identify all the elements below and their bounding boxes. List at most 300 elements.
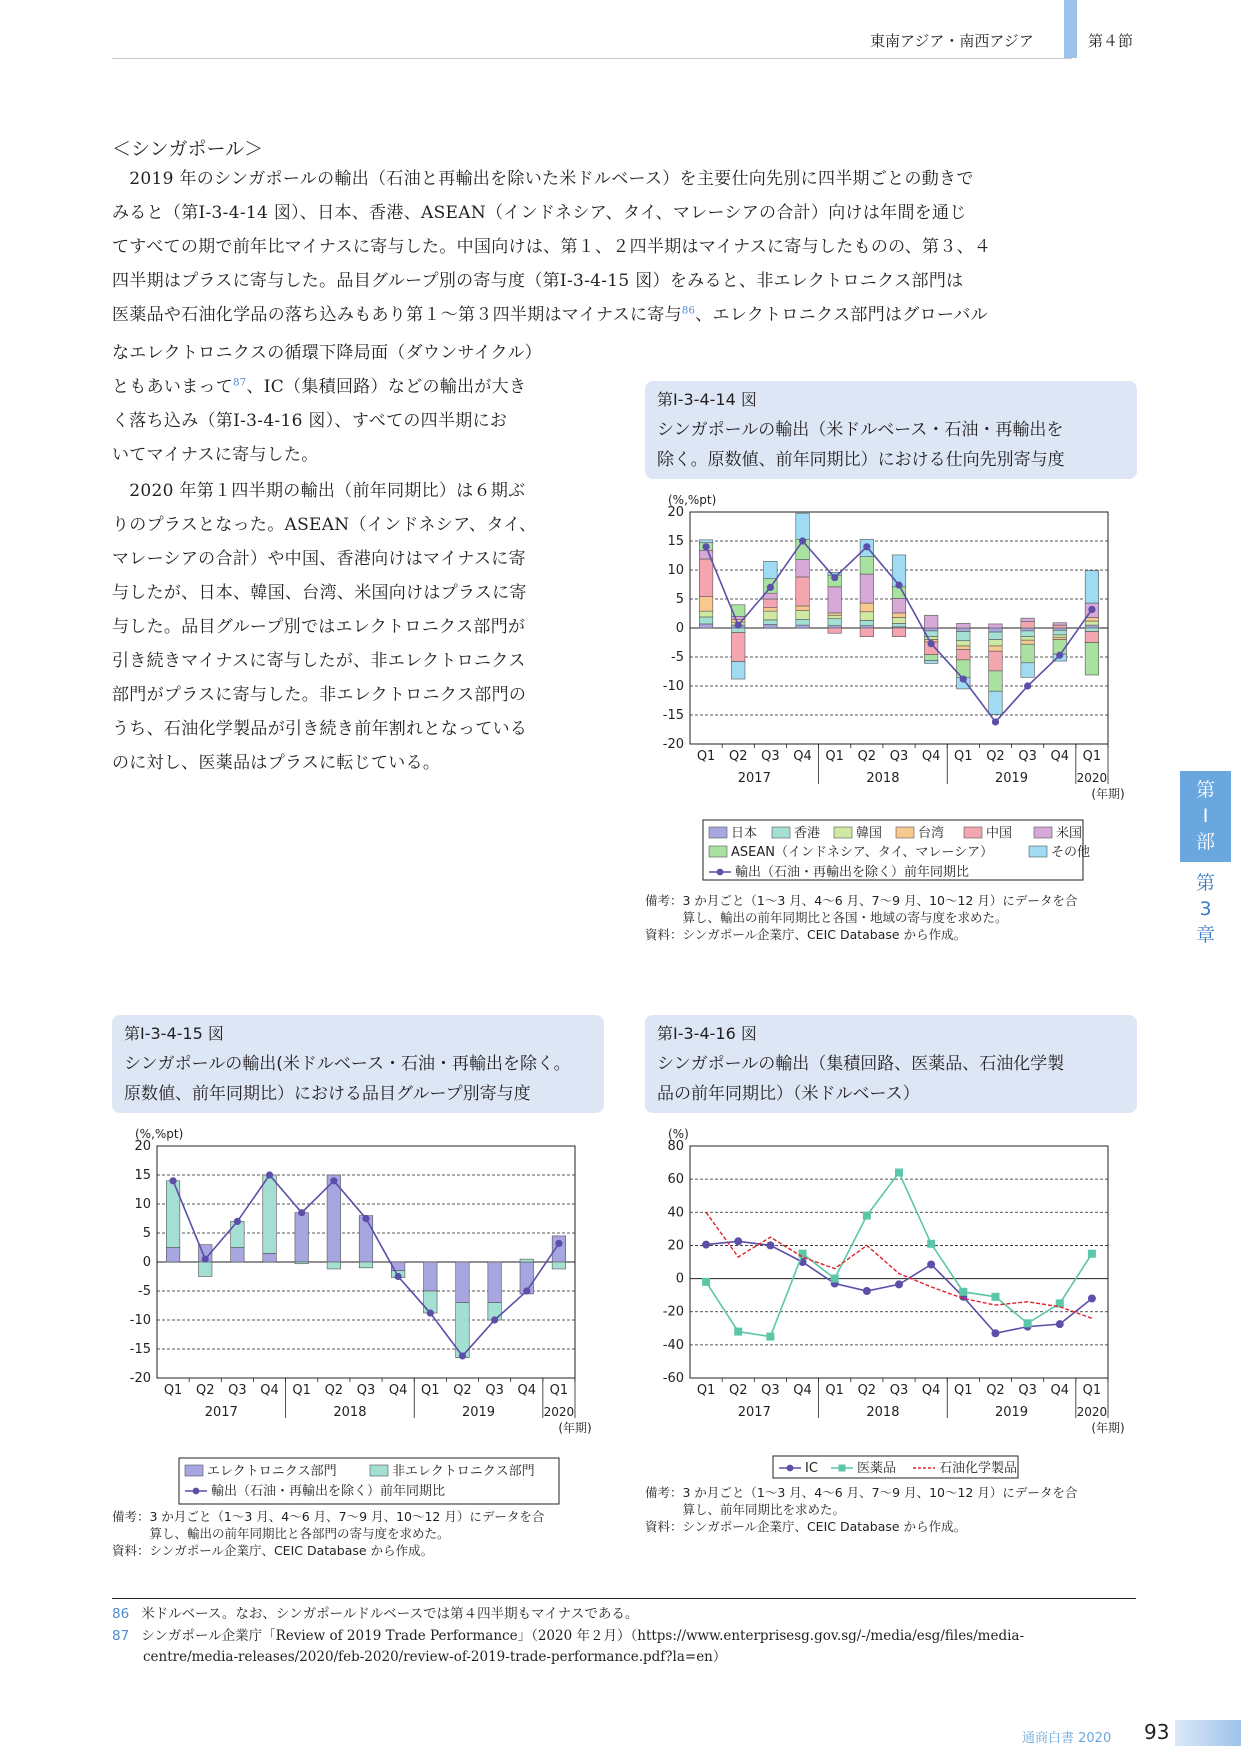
bar-segment bbox=[796, 560, 810, 577]
bar-segment bbox=[828, 615, 842, 618]
line-point bbox=[927, 1240, 935, 1248]
footnote-87 bbox=[112, 1626, 1024, 1647]
bar-segment bbox=[892, 598, 906, 613]
x-tick-label: Q1 bbox=[163, 1383, 183, 1398]
x-tick-label: Q1 bbox=[1082, 1383, 1102, 1398]
line-point bbox=[491, 1316, 498, 1323]
text-line: マレーシアの合計）や中国、香港向けはマイナスに寄 bbox=[112, 549, 526, 569]
y-tick-label: 5 bbox=[142, 1226, 151, 1241]
bar-segment bbox=[892, 623, 906, 626]
x-tick-label: Q3 bbox=[1018, 749, 1037, 764]
x-tick-label: Q4 bbox=[793, 749, 812, 764]
line-point bbox=[895, 581, 902, 588]
text-fragment: 医薬品や石油化学品の落ち込みもあり第１～第３四半期はマイナスに寄与 bbox=[112, 305, 682, 325]
bar-segment bbox=[989, 646, 1003, 651]
bar-segment bbox=[424, 1262, 438, 1291]
footnote-text: centre/media-releases/2020/feb-2020/review-of-2019-trade-performance.pdf?la=en） bbox=[143, 1649, 727, 1665]
bar-segment bbox=[957, 649, 971, 659]
bar-segment bbox=[263, 1253, 277, 1262]
x-tick-label: Q3 bbox=[228, 1383, 247, 1398]
bar-segment bbox=[989, 628, 1003, 632]
line-point bbox=[702, 543, 709, 550]
chapter-tab-char: 3 bbox=[1199, 898, 1212, 920]
part-tab[interactable] bbox=[1180, 771, 1231, 862]
bar-segment bbox=[957, 641, 971, 646]
figure-number: 第Ⅰ-3-4-15 図 bbox=[124, 1024, 224, 1043]
legend-label: エレクトロニクス部門 bbox=[207, 1464, 337, 1479]
bar-segment bbox=[1085, 618, 1099, 621]
bar-segment bbox=[764, 608, 778, 611]
y-axis-unit: (%) bbox=[668, 1127, 689, 1141]
line-point bbox=[735, 622, 742, 629]
text-line: 与した。品目グループ別ではエレクトロニクス部門が bbox=[112, 617, 526, 637]
part-tab-char: 部 bbox=[1195, 831, 1215, 853]
bar-segment bbox=[860, 612, 874, 621]
bar-segment bbox=[1053, 635, 1067, 637]
bar-segment bbox=[699, 617, 713, 624]
bar-segment bbox=[1085, 643, 1099, 675]
legend-swatch bbox=[185, 1465, 203, 1476]
bar-segment bbox=[1021, 644, 1035, 663]
bar-segment bbox=[1053, 630, 1067, 635]
bar-segment bbox=[828, 587, 842, 613]
y-tick-label: 15 bbox=[134, 1168, 151, 1183]
bar-segment bbox=[796, 625, 810, 628]
line-point bbox=[702, 1278, 710, 1286]
bar-segment bbox=[924, 655, 938, 661]
line-point bbox=[427, 1309, 434, 1316]
bar-segment bbox=[892, 628, 906, 637]
year-label: 2017 bbox=[204, 1405, 238, 1420]
note-line: 資料：シンガポール企業庁、CEIC Database から作成。 bbox=[112, 1543, 434, 1558]
text-line: なエレクトロニクスの循環下降局面（ダウンサイクル） bbox=[112, 343, 542, 363]
bar-segment bbox=[828, 619, 842, 626]
text-line: く落ち込み（第Ⅰ-3-4-16 図）、すべての四半期にお bbox=[112, 411, 508, 431]
y-tick-label: 0 bbox=[142, 1255, 151, 1270]
text-line: みると（第Ⅰ-3-4-14 図）、日本、香港、ASEAN（インドネシア、タイ、マレーシアの合計）向けは年間を通じ bbox=[112, 203, 967, 223]
text-line: 2020 年第１四半期の輸出（前年同期比）は６期ぶ bbox=[112, 481, 526, 501]
line-point bbox=[734, 1237, 742, 1245]
x-tick-label: Q4 bbox=[921, 1383, 941, 1398]
x-axis-unit: (年期) bbox=[1091, 1421, 1125, 1435]
x-tick-label: Q1 bbox=[696, 1383, 716, 1398]
bar-segment bbox=[263, 1175, 277, 1253]
footnote-rule bbox=[112, 1598, 1136, 1599]
footnote-ref-87[interactable]: 87 bbox=[233, 377, 247, 389]
bar-segment bbox=[860, 626, 874, 628]
year-label: 2017 bbox=[737, 771, 771, 786]
text-line: いてマイナスに寄与した。 bbox=[112, 445, 319, 465]
x-axis-unit: (年期) bbox=[1091, 787, 1125, 801]
legend-label: その他 bbox=[1051, 845, 1091, 860]
page-number: 93 bbox=[1144, 1720, 1170, 1744]
note-line: 備考：3 か月ごと（1～3 月、4～6 月、7～9 月、10～12 月）にデータを合 bbox=[645, 893, 1078, 908]
bar-segment bbox=[796, 611, 810, 620]
legend-swatch bbox=[964, 827, 982, 838]
year-label: 2018 bbox=[866, 771, 900, 786]
bar-segment bbox=[1053, 625, 1067, 628]
bar-segment bbox=[764, 561, 778, 578]
legend-marker bbox=[717, 869, 724, 876]
line-point bbox=[831, 574, 838, 581]
bar-segment bbox=[731, 662, 745, 679]
y-tick-label: 10 bbox=[134, 1197, 151, 1212]
x-tick-label: Q2 bbox=[857, 749, 877, 764]
header-accent-bar bbox=[1064, 0, 1077, 58]
paragraph-1-continued bbox=[112, 336, 608, 472]
y-tick-label: -20 bbox=[662, 1304, 684, 1320]
legend-swatch bbox=[834, 827, 852, 838]
x-tick-label: Q2 bbox=[986, 749, 1005, 764]
text-fragment: 、IC（集積回路）などの輸出が大き bbox=[246, 377, 527, 397]
figure-14-header bbox=[645, 381, 1137, 479]
bar-segment bbox=[327, 1262, 341, 1269]
footer-accent-bar bbox=[1175, 1720, 1241, 1746]
paragraph-2 bbox=[112, 474, 608, 780]
year-label: 2019 bbox=[994, 1405, 1029, 1420]
bar-segment bbox=[764, 625, 778, 628]
year-label: 2018 bbox=[866, 1405, 900, 1420]
legend-label: 中国 bbox=[986, 826, 1013, 841]
x-tick-label: Q1 bbox=[696, 749, 716, 764]
text-line: 部門がプラスに寄与した。非エレクトロニクス部門の bbox=[112, 685, 527, 705]
bar-segment bbox=[764, 611, 778, 620]
note-line: 備考：3 か月ごと（1～3 月、4～6 月、7～9 月、10～12 月）にデータを合 bbox=[112, 1509, 545, 1524]
legend-label: 香港 bbox=[794, 826, 821, 841]
x-tick-label: Q2 bbox=[728, 749, 748, 764]
legend-label: 医薬品 bbox=[857, 1461, 897, 1476]
bar-segment bbox=[989, 624, 1003, 628]
y-tick-label: 20 bbox=[667, 1238, 684, 1254]
bar-segment bbox=[924, 660, 938, 663]
x-tick-label: Q4 bbox=[388, 1383, 408, 1398]
footnote-number: 86 bbox=[112, 1606, 130, 1622]
plot-frame bbox=[690, 1146, 1108, 1378]
figure-16-notes bbox=[645, 1484, 1077, 1535]
bar-segment bbox=[699, 559, 713, 597]
bar-segment bbox=[1085, 631, 1099, 642]
x-tick-label: Q3 bbox=[761, 1383, 780, 1398]
bar-segment bbox=[989, 632, 1003, 640]
chapter-tab[interactable] bbox=[1180, 870, 1231, 948]
note-line: 算し、前年同期比を求めた。 bbox=[645, 1502, 846, 1517]
bar-segment bbox=[1021, 628, 1035, 631]
bar-segment bbox=[764, 599, 778, 608]
x-tick-label: Q2 bbox=[195, 1383, 215, 1398]
x-tick-label: Q1 bbox=[1082, 749, 1102, 764]
legend-label: 非エレクトロニクス部門 bbox=[392, 1464, 535, 1479]
x-tick-label: Q1 bbox=[954, 1383, 973, 1398]
legend-label: 米国 bbox=[1056, 826, 1083, 841]
header-region: 東南アジア・南西アジア bbox=[870, 32, 1034, 50]
legend-label: IC bbox=[805, 1461, 818, 1476]
bar-segment bbox=[1085, 625, 1099, 628]
text-fragment: 、エレクトロニクス部門はグローバル bbox=[695, 305, 988, 325]
year-label: 2018 bbox=[333, 1405, 367, 1420]
text-line: のに対し、医薬品はプラスに転じている。 bbox=[112, 753, 441, 773]
bar-segment bbox=[231, 1221, 245, 1247]
figure-16-chart bbox=[645, 1116, 1137, 1486]
y-tick-label: 60 bbox=[667, 1172, 684, 1188]
bar-segment bbox=[456, 1262, 470, 1303]
bar-segment bbox=[1021, 663, 1035, 678]
line-point bbox=[1056, 652, 1063, 659]
figure-15-notes bbox=[112, 1508, 544, 1559]
bar-segment bbox=[796, 606, 810, 611]
bar-segment bbox=[989, 671, 1003, 691]
line-point bbox=[330, 1177, 337, 1184]
y-axis-unit: (%,%pt) bbox=[135, 1127, 184, 1141]
year-label: 2019 bbox=[994, 771, 1029, 786]
bar-segment bbox=[957, 631, 971, 640]
footnote-ref-86[interactable]: 86 bbox=[681, 305, 696, 317]
figure-number: 第Ⅰ-3-4-14 図 bbox=[657, 390, 757, 409]
paragraph-1 bbox=[112, 162, 1142, 332]
line-point bbox=[1088, 1250, 1096, 1258]
bar-segment bbox=[1053, 637, 1067, 639]
y-tick-label: 0 bbox=[675, 621, 684, 636]
x-tick-label: Q3 bbox=[1018, 1383, 1037, 1398]
legend-swatch bbox=[370, 1465, 388, 1476]
figure-14-chart bbox=[645, 482, 1137, 882]
line-point bbox=[992, 718, 999, 725]
bar-segment bbox=[166, 1248, 180, 1263]
bar-segment bbox=[796, 513, 810, 539]
bar-segment bbox=[1021, 640, 1035, 644]
text-line: 与したが、日本、韓国、台湾、米国向けはプラスに寄 bbox=[112, 583, 527, 603]
line-point bbox=[928, 640, 935, 647]
y-tick-label: 20 bbox=[667, 505, 684, 520]
x-tick-label: Q4 bbox=[1050, 749, 1070, 764]
figure-number: 第Ⅰ-3-4-16 図 bbox=[657, 1024, 757, 1043]
bar-segment bbox=[796, 577, 810, 606]
bar-segment bbox=[1021, 622, 1035, 628]
line-point bbox=[734, 1328, 742, 1336]
figure-title-line: シンガポールの輸出（米ドルベース・石油・再輸出を bbox=[657, 420, 1064, 440]
line-point bbox=[169, 1177, 176, 1184]
x-tick-label: Q1 bbox=[954, 749, 973, 764]
bar-segment bbox=[796, 619, 810, 625]
footer-brand: 通商白書 2020 bbox=[1022, 1731, 1112, 1746]
bar-segment bbox=[731, 633, 745, 662]
bar-segment bbox=[860, 603, 874, 612]
bar-segment bbox=[359, 1216, 373, 1262]
legend-label: ASEAN（インドネシア、タイ、マレーシア） bbox=[731, 845, 994, 860]
part-tab-char: Ⅰ bbox=[1202, 805, 1209, 827]
legend-swatch bbox=[1034, 827, 1052, 838]
legend-swatch bbox=[1029, 846, 1047, 857]
bar-segment bbox=[828, 626, 842, 628]
legend-swatch bbox=[709, 846, 727, 857]
legend-swatch bbox=[896, 827, 914, 838]
line-point bbox=[895, 1169, 903, 1177]
bar-segment bbox=[989, 691, 1003, 714]
note-line: 算し、輸出の前年同期比と各国・地域の寄与度を求めた。 bbox=[645, 910, 1008, 925]
bar-segment bbox=[552, 1262, 566, 1269]
footnote-text: 米ドルベース。なお、シンガポールドルベースでは第４四半期もマイナスである。 bbox=[141, 1606, 639, 1622]
line-point bbox=[1024, 682, 1031, 689]
line-point bbox=[395, 1273, 402, 1280]
x-tick-label: Q2 bbox=[453, 1383, 472, 1398]
line-point bbox=[298, 1209, 305, 1216]
bar-segment bbox=[699, 611, 713, 617]
y-tick-label: -20 bbox=[129, 1371, 151, 1386]
year-label: 2020 bbox=[1076, 1405, 1108, 1419]
y-tick-label: -5 bbox=[671, 650, 684, 665]
line-point bbox=[1088, 606, 1095, 613]
bar-segment bbox=[924, 615, 938, 628]
x-tick-label: Q1 bbox=[825, 749, 844, 764]
x-tick-label: Q3 bbox=[889, 749, 909, 764]
y-tick-label: -40 bbox=[662, 1337, 684, 1353]
year-label: 2017 bbox=[737, 1405, 771, 1420]
bar-segment bbox=[295, 1213, 309, 1262]
x-tick-label: Q3 bbox=[485, 1383, 504, 1398]
x-tick-label: Q3 bbox=[761, 749, 780, 764]
figure-title-line: 原数値、前年同期比）における品目グループ別寄与度 bbox=[124, 1084, 531, 1104]
footnote-number: 87 bbox=[112, 1628, 130, 1644]
bar-segment bbox=[295, 1262, 309, 1264]
bar-segment bbox=[957, 623, 971, 628]
series-line bbox=[706, 1173, 1092, 1337]
line-point bbox=[799, 1250, 807, 1258]
line-point bbox=[831, 1275, 839, 1283]
footnote-87-cont bbox=[143, 1647, 726, 1668]
legend-label: 韓国 bbox=[856, 826, 883, 841]
figure-16-header bbox=[645, 1015, 1137, 1113]
legend-swatch bbox=[709, 827, 727, 838]
bar-segment bbox=[520, 1259, 534, 1262]
legend-label: 輸出（石油・再輸出を除く）前年同期比 bbox=[735, 865, 970, 880]
footnote-86 bbox=[112, 1604, 638, 1625]
header-rule bbox=[112, 58, 1072, 59]
line-point bbox=[959, 1288, 967, 1296]
line-point bbox=[523, 1287, 530, 1294]
line-point bbox=[767, 584, 774, 591]
bar-segment bbox=[1053, 623, 1067, 625]
legend-marker bbox=[787, 1465, 794, 1472]
y-tick-label: -15 bbox=[662, 708, 684, 723]
y-tick-label: -10 bbox=[129, 1313, 151, 1328]
bar-segment bbox=[892, 618, 906, 624]
bar-segment bbox=[699, 624, 713, 628]
footnote-text: シンガポール企業庁「Review of 2019 Trade Performance」（2020 年２月）（https://www.enterprisesg.gov.sg/-/media/esg/files/media- bbox=[141, 1628, 1025, 1644]
text-line: てすべての期で前年比マイナスに寄与した。中国向けは、第１、２四半期はマイナスに寄与したものの、第３、４ bbox=[112, 237, 992, 257]
bar-segment bbox=[1085, 628, 1099, 631]
x-tick-label: Q2 bbox=[728, 1383, 748, 1398]
bar-segment bbox=[488, 1262, 502, 1303]
figure-14-notes bbox=[645, 892, 1077, 943]
line-point bbox=[266, 1171, 273, 1178]
y-tick-label: 15 bbox=[667, 534, 684, 549]
line-point bbox=[991, 1293, 999, 1301]
bar-segment bbox=[860, 620, 874, 625]
year-label: 2019 bbox=[461, 1405, 496, 1420]
legend-swatch bbox=[772, 827, 790, 838]
text-line: りのプラスとなった。ASEAN（インドネシア、タイ、 bbox=[112, 515, 537, 535]
legend-label: 石油化学製品 bbox=[939, 1461, 1018, 1476]
y-tick-label: -20 bbox=[662, 737, 684, 752]
bar-segment bbox=[327, 1175, 341, 1262]
x-tick-label: Q4 bbox=[793, 1383, 812, 1398]
line-point bbox=[863, 1212, 871, 1220]
x-tick-label: Q1 bbox=[292, 1383, 311, 1398]
bar-segment bbox=[860, 574, 874, 603]
bar-segment bbox=[198, 1262, 212, 1277]
y-tick-label: 80 bbox=[667, 1139, 684, 1154]
x-tick-label: Q4 bbox=[1050, 1383, 1070, 1398]
legend-label: 日本 bbox=[731, 826, 758, 841]
bar-segment bbox=[1021, 618, 1035, 621]
figure-title-line: 品の前年同期比）（米ドルベース） bbox=[657, 1084, 920, 1104]
text-line: 引き続きマイナスに寄与したが、非エレクトロニクス bbox=[112, 651, 526, 671]
legend-label: 輸出（石油・再輸出を除く）前年同期比 bbox=[211, 1484, 446, 1499]
bar-segment bbox=[957, 628, 971, 631]
line-point bbox=[766, 1333, 774, 1341]
figure-title-line: シンガポールの輸出(米ドルベース・石油・再輸出を除く。 bbox=[124, 1054, 571, 1074]
figure-15-chart bbox=[112, 1116, 604, 1508]
note-line: 算し、輸出の前年同期比と各部門の寄与度を求めた。 bbox=[112, 1526, 450, 1541]
bar-segment bbox=[1021, 631, 1035, 637]
bar-segment bbox=[860, 628, 874, 637]
bar-segment bbox=[699, 540, 713, 543]
y-tick-label: 0 bbox=[675, 1271, 684, 1287]
bar-segment bbox=[828, 613, 842, 615]
bar-segment bbox=[924, 637, 938, 640]
year-label: 2020 bbox=[1076, 771, 1108, 785]
line-point bbox=[1088, 1294, 1096, 1302]
line-point bbox=[702, 1241, 710, 1249]
legend-marker bbox=[193, 1488, 200, 1495]
line-point bbox=[863, 1287, 871, 1295]
x-tick-label: Q1 bbox=[825, 1383, 844, 1398]
line-point bbox=[960, 675, 967, 682]
y-tick-label: -15 bbox=[129, 1342, 151, 1357]
line-point bbox=[459, 1352, 466, 1359]
bar-segment bbox=[359, 1262, 373, 1268]
line-point bbox=[895, 1280, 903, 1288]
bar-segment bbox=[892, 613, 906, 618]
bar-segment bbox=[924, 628, 938, 631]
bar-segment bbox=[989, 640, 1003, 646]
line-point bbox=[991, 1329, 999, 1337]
bar-segment bbox=[1021, 637, 1035, 640]
x-tick-label: Q4 bbox=[517, 1383, 537, 1398]
x-axis-unit: (年期) bbox=[558, 1421, 592, 1435]
line-point bbox=[555, 1240, 562, 1247]
line-point bbox=[766, 1241, 774, 1249]
legend-marker bbox=[839, 1465, 846, 1472]
line-point bbox=[1056, 1320, 1064, 1328]
line-point bbox=[234, 1218, 241, 1225]
line-point bbox=[202, 1256, 209, 1263]
text-fragment: ともあいまって bbox=[112, 377, 234, 397]
y-tick-label: 20 bbox=[134, 1139, 151, 1154]
y-tick-label: -60 bbox=[662, 1371, 684, 1386]
series-line bbox=[706, 1212, 1092, 1318]
x-tick-label: Q2 bbox=[857, 1383, 877, 1398]
x-tick-label: Q4 bbox=[921, 749, 941, 764]
bar-segment bbox=[1085, 571, 1099, 603]
x-tick-label: Q3 bbox=[889, 1383, 909, 1398]
note-line: 備考：3 か月ごと（1～3 月、4～6 月、7～9 月、10～12 月）にデータを合 bbox=[645, 1485, 1078, 1500]
note-line: 資料：シンガポール企業庁、CEIC Database から作成。 bbox=[645, 1519, 967, 1534]
section-title: ＜シンガポール＞ bbox=[112, 138, 264, 160]
bar-segment bbox=[957, 646, 971, 649]
y-tick-label: 10 bbox=[667, 563, 684, 578]
bar-segment bbox=[989, 651, 1003, 671]
note-line: 資料：シンガポール企業庁、CEIC Database から作成。 bbox=[645, 927, 967, 942]
